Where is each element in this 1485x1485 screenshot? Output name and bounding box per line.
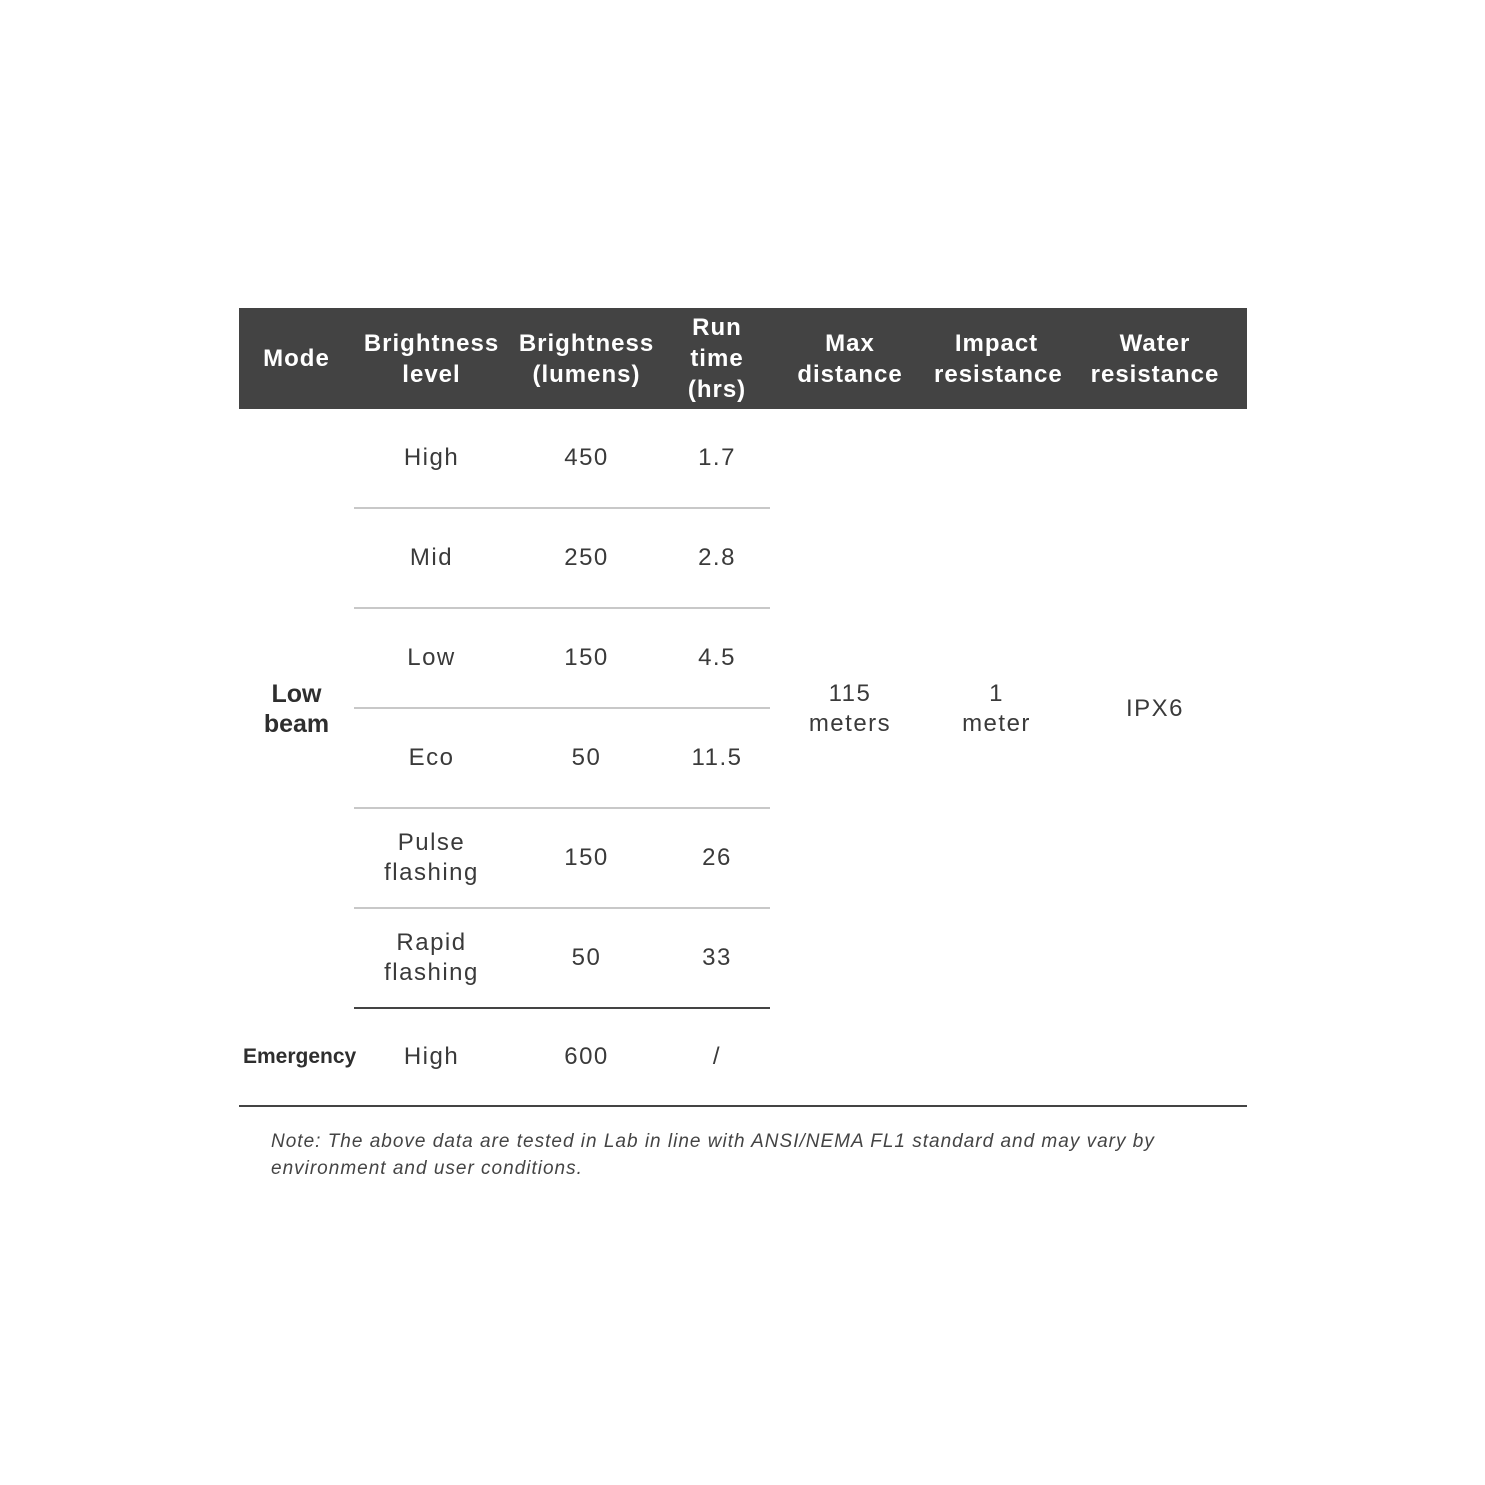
empty-cell bbox=[1063, 1008, 1247, 1106]
header-brightness-level: Brightness level bbox=[354, 308, 509, 409]
runtime-cell: 4.5 bbox=[664, 608, 770, 708]
runtime-cell: 1.7 bbox=[664, 409, 770, 508]
header-run-time: Run time (hrs) bbox=[664, 308, 770, 409]
header-brightness-lumens: Brightness (lumens) bbox=[509, 308, 664, 409]
lumens-cell: 450 bbox=[509, 409, 664, 508]
runtime-cell: / bbox=[664, 1008, 770, 1106]
lumens-cell: 150 bbox=[509, 808, 664, 908]
footnote: Note: The above data are tested in Lab in line with ANSI/NEMA FL1 standard and may vary by environment and user conditions. bbox=[271, 1131, 1155, 1179]
brightness-level-cell: Rapid flashing bbox=[354, 908, 509, 1008]
brightness-level-cell: Low bbox=[354, 608, 509, 708]
brightness-level-cell: Mid bbox=[354, 508, 509, 608]
lumens-cell: 50 bbox=[509, 908, 664, 1008]
table-row-emergency bbox=[239, 1008, 1247, 1106]
brightness-level-cell: Pulse flashing bbox=[354, 808, 509, 908]
water-resistance-cell: IPX6 bbox=[1125, 694, 1185, 722]
brightness-level-cell: High bbox=[354, 1008, 509, 1106]
lumens-cell: 50 bbox=[509, 708, 664, 808]
runtime-cell: 26 bbox=[664, 808, 770, 908]
spec-table bbox=[239, 308, 1247, 1107]
brightness-level-cell: High bbox=[354, 409, 509, 508]
brightness-level-cell: Eco bbox=[354, 708, 509, 808]
runtime-cell: 2.8 bbox=[664, 508, 770, 608]
empty-cell bbox=[930, 1008, 1063, 1106]
runtime-cell: 11.5 bbox=[664, 708, 770, 808]
header-max-distance: Max distance bbox=[770, 308, 930, 409]
mode-emergency: Emergency bbox=[239, 1008, 354, 1106]
header-impact-resistance: Impact resistance bbox=[930, 308, 1063, 409]
empty-cell bbox=[770, 1008, 930, 1106]
max-distance-cell: 115 meters bbox=[808, 679, 892, 737]
lumens-cell: 150 bbox=[509, 608, 664, 708]
impact-resistance-cell: 1 meter bbox=[962, 679, 1031, 737]
mode-low-beam: Low beam bbox=[263, 679, 330, 738]
lumens-cell: 250 bbox=[509, 508, 664, 608]
header-water-resistance: Water resistance bbox=[1063, 308, 1247, 409]
header-mode: Mode bbox=[239, 308, 354, 409]
lumens-cell: 600 bbox=[509, 1008, 664, 1106]
header-row bbox=[239, 308, 1247, 409]
table-row bbox=[239, 409, 1247, 508]
runtime-cell: 33 bbox=[664, 908, 770, 1008]
